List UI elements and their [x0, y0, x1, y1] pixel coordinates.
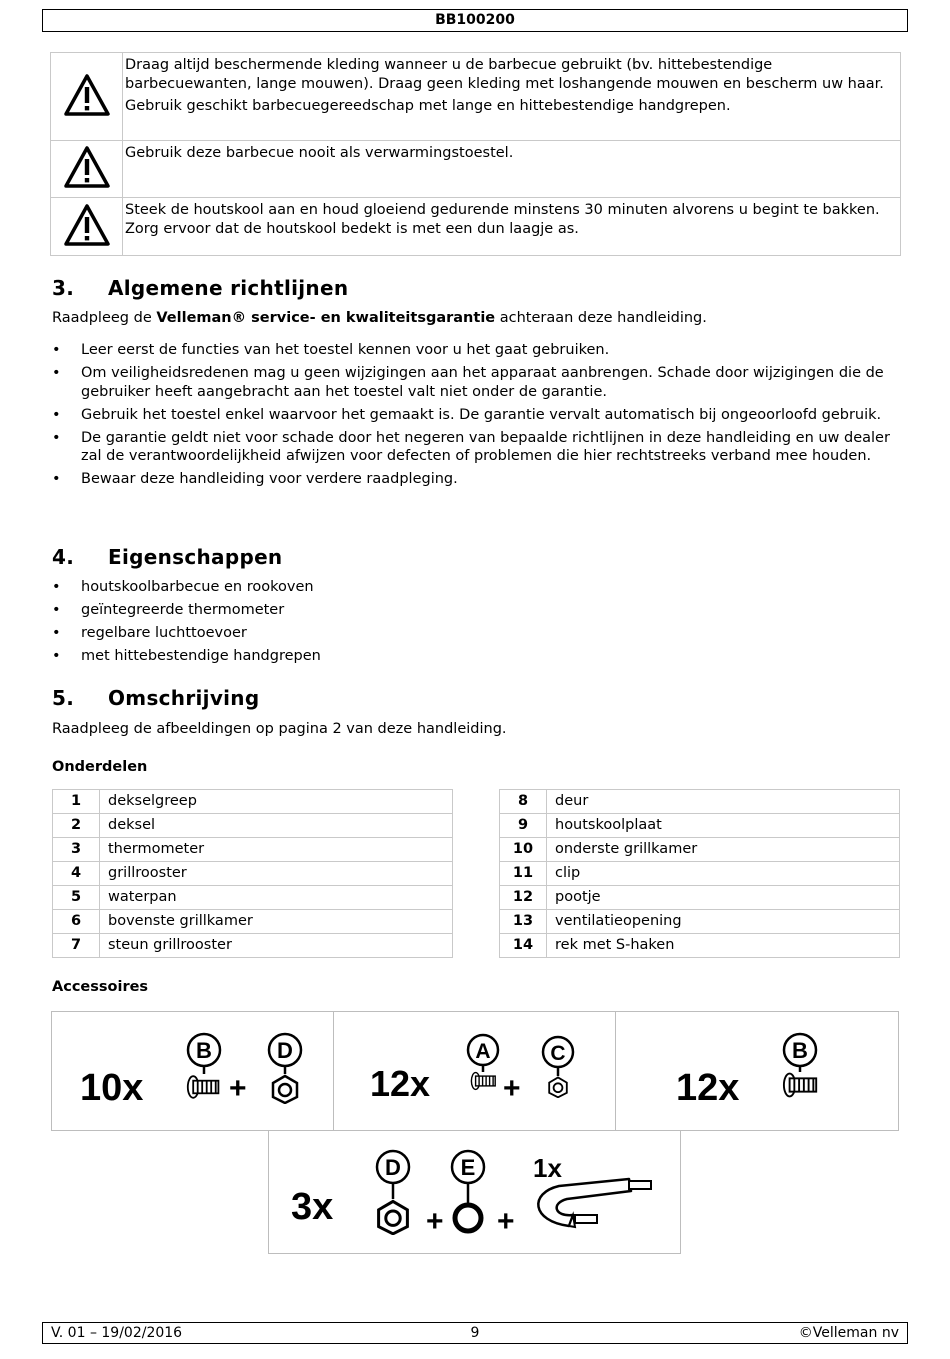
- part-label: bovenste grillkamer: [100, 910, 453, 934]
- accessory-qty: 1x: [533, 1153, 562, 1183]
- accessory-illustration: [52, 1012, 333, 1130]
- svg-text:+: +: [229, 1072, 247, 1105]
- warnings-table: [50, 52, 901, 256]
- clip-icon: [538, 1179, 651, 1227]
- section-5-intro: Raadpleeg de afbeeldingen op pagina 2 van deze handleiding.: [52, 721, 507, 737]
- warning-row: [51, 198, 901, 256]
- list-item: • Bewaar deze handleiding voor verdere raadpleging.: [52, 470, 902, 489]
- nut-icon: [379, 1201, 408, 1233]
- washer-icon: [455, 1205, 481, 1231]
- accessory-panel: [333, 1011, 616, 1131]
- document-footer: [42, 1322, 908, 1344]
- list-item: • Om veiligheidsredenen mag u geen wijzigingen aan het apparaat aanbrengen. Schade door wijzigingen die de gebruiker heeft aangebracht aan het toestel valt niet onder de garantie.: [52, 364, 902, 401]
- part-number: 6: [53, 910, 100, 934]
- part-label: houtskoolplaat: [547, 814, 900, 838]
- section-title: Eigenschappen: [108, 545, 283, 569]
- intro-text: Raadpleeg de: [52, 310, 157, 326]
- warning-row: [51, 53, 901, 141]
- part-label: clip: [547, 862, 900, 886]
- accessory-qty: 12x: [676, 1067, 740, 1109]
- footer-page-number: 9: [470, 1325, 480, 1341]
- badge-letter: A: [475, 1040, 491, 1063]
- table-row: [53, 910, 453, 934]
- part-number: 3: [53, 838, 100, 862]
- badge-letter: B: [196, 1038, 212, 1063]
- table-row: [53, 814, 453, 838]
- list-item: • houtskoolbarbecue en rookoven: [52, 578, 902, 597]
- part-label: onderste grillkamer: [547, 838, 900, 862]
- nut-icon: [273, 1076, 297, 1103]
- svg-text:+: +: [503, 1072, 521, 1105]
- table-row: [500, 862, 900, 886]
- part-number: 14: [500, 934, 547, 958]
- list-item: • Leer eerst de functies van het toestel kennen voor u het gaat gebruiken.: [52, 341, 902, 360]
- accessory-qty: 10x: [80, 1067, 144, 1109]
- part-number: 10: [500, 838, 547, 862]
- part-number: 9: [500, 814, 547, 838]
- section-title: Algemene richtlijnen: [108, 276, 349, 300]
- list-item: • met hittebestendige handgrepen: [52, 647, 902, 666]
- warning-line: Draag altijd beschermende kleding wanneer u de barbecue gebruikt (bv. hittebestendige barbecuewanten, lange mouwen). Draag geen kleding met loshangende mouwen en bescherm uw haar.: [125, 57, 884, 92]
- table-row: [53, 886, 453, 910]
- part-number: 5: [53, 886, 100, 910]
- section-4-bullets: [52, 578, 902, 670]
- warning-line: Gebruik geschikt barbecuegereedschap met lange en hittebestendige handgrepen.: [125, 98, 731, 114]
- warning-icon: [51, 53, 123, 141]
- part-label: pootje: [547, 886, 900, 910]
- part-number: 13: [500, 910, 547, 934]
- table-row: [500, 838, 900, 862]
- badge-letter: D: [385, 1155, 401, 1180]
- badge-letter: D: [277, 1038, 293, 1063]
- part-label: deur: [547, 790, 900, 814]
- parts-table-left: [52, 789, 453, 958]
- part-label: deksel: [100, 814, 453, 838]
- screw-icon: [188, 1076, 219, 1098]
- section-number: 4.: [52, 545, 75, 569]
- svg-text:+: +: [426, 1205, 444, 1238]
- warning-line: Gebruik deze barbecue nooit als verwarmingstoestel.: [125, 145, 514, 161]
- part-number: 11: [500, 862, 547, 886]
- screw-icon: [471, 1073, 495, 1090]
- warning-icon: [51, 198, 123, 256]
- accessory-panel: [268, 1130, 681, 1254]
- section-3-heading: [52, 276, 348, 300]
- section-4-heading: [52, 545, 282, 569]
- accessory-illustration: [334, 1012, 615, 1130]
- section-5-heading: [52, 686, 259, 710]
- list-item: • Gebruik het toestel enkel waarvoor het gemaakt is. De garantie vervalt automatisch bij ongeoorloofd gebruik.: [52, 406, 902, 425]
- warning-text: [123, 141, 901, 198]
- part-label: grillrooster: [100, 862, 453, 886]
- list-item: • regelbare luchttoevoer: [52, 624, 902, 643]
- parts-table-right: [499, 789, 900, 958]
- screw-icon: [784, 1074, 816, 1097]
- part-label: dekselgreep: [100, 790, 453, 814]
- part-label: rek met S-haken: [547, 934, 900, 958]
- accessory-qty: 3x: [291, 1186, 334, 1228]
- table-row: [53, 790, 453, 814]
- accessory-illustration: [616, 1012, 898, 1130]
- warning-text: [123, 198, 901, 256]
- section-title: Omschrijving: [108, 686, 260, 710]
- part-number: 2: [53, 814, 100, 838]
- table-row: [500, 814, 900, 838]
- table-row: [500, 886, 900, 910]
- table-row: [53, 838, 453, 862]
- section-number: 5.: [52, 686, 75, 710]
- part-number: 4: [53, 862, 100, 886]
- warning-text: [123, 53, 901, 141]
- part-number: 12: [500, 886, 547, 910]
- warning-icon: [51, 141, 123, 198]
- section-3-bullets: [52, 341, 902, 493]
- part-label: steun grillrooster: [100, 934, 453, 958]
- part-label: waterpan: [100, 886, 453, 910]
- document-header: BB100200: [42, 9, 908, 32]
- accessory-illustration: [269, 1131, 680, 1253]
- warning-line: Steek de houtskool aan en houd gloeiend gedurende minstens 30 minuten alvorens u begint te bakken. Zorg ervoor dat de houtskool bedekt is met een dun laagje as.: [125, 202, 880, 237]
- table-row: [53, 862, 453, 886]
- accessory-panel: [51, 1011, 334, 1131]
- intro-bold-text: Velleman® service- en kwaliteitsgarantie: [156, 310, 496, 326]
- table-row: [500, 934, 900, 958]
- list-item: • geïntegreerde thermometer: [52, 601, 902, 620]
- warning-row: [51, 141, 901, 198]
- part-label: thermometer: [100, 838, 453, 862]
- footer-copyright: ©Velleman nv: [798, 1325, 899, 1341]
- table-row: [500, 910, 900, 934]
- intro-text: achteraan deze handleiding.: [495, 310, 707, 326]
- section-number: 3.: [52, 276, 75, 300]
- accessory-qty: 12x: [370, 1063, 431, 1104]
- badge-letter: E: [460, 1155, 476, 1180]
- accessories-heading: Accessoires: [52, 979, 149, 995]
- part-number: 7: [53, 934, 100, 958]
- part-label: ventilatieopening: [547, 910, 900, 934]
- part-number: 1: [53, 790, 100, 814]
- section-3-intro: [52, 309, 707, 328]
- part-number: 8: [500, 790, 547, 814]
- table-row: [53, 934, 453, 958]
- table-row: [500, 790, 900, 814]
- accessory-panel: [615, 1011, 899, 1131]
- svg-text:+: +: [497, 1205, 515, 1238]
- footer-version: V. 01 – 19/02/2016: [51, 1325, 183, 1341]
- parts-heading: Onderdelen: [52, 759, 148, 775]
- badge-letter: C: [550, 1042, 566, 1065]
- list-item: • De garantie geldt niet voor schade door het negeren van bepaalde richtlijnen in deze handleiding en uw dealer zal de verantwoordelijkheid afwijzen voor defecten of problemen die hier rechtstreeks verband mee houden.: [52, 429, 902, 466]
- badge-letter: B: [792, 1038, 808, 1063]
- nut-icon: [549, 1077, 567, 1097]
